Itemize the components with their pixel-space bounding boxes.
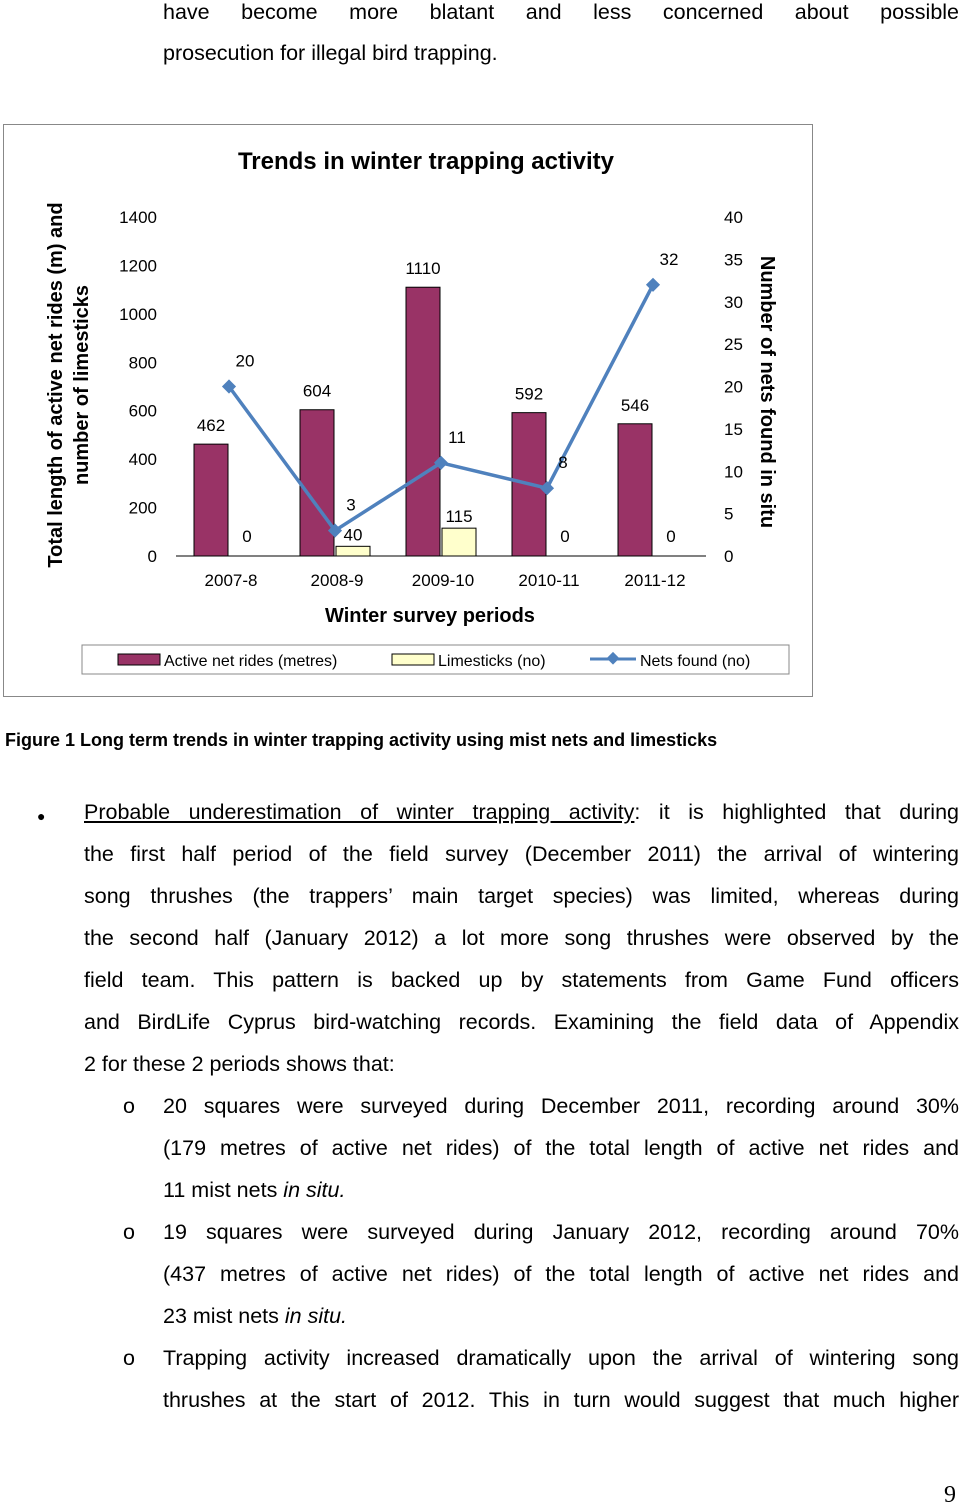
y-axis-label-right: Number of nets found in situ [756, 255, 778, 529]
right-tick-label: 15 [724, 419, 743, 439]
x-tick-label: 2010-11 [518, 571, 580, 590]
data-label-nets-found: 8 [558, 453, 568, 473]
bar-limesticks [336, 546, 370, 556]
legend-swatch-limesticks [392, 654, 434, 665]
left-tick-label: 600 [128, 401, 157, 421]
intro-line-1: have become more blatant and less concerned about possible [163, 0, 960, 24]
legend-label-nets-found: Nets found (no) [640, 653, 751, 670]
y-axis-label-left-2: number of limesticks [71, 284, 93, 486]
x-axis-label: Winter survey periods [325, 605, 535, 627]
bar-active-net-rides [300, 410, 334, 556]
trapping-chart [0, 0, 960, 700]
legend-label-active-net-rides: Active net rides (metres) [164, 653, 338, 670]
sub-bullet-2-line-2: (437 metres of active net rides) of the total length of active net rides and [163, 1262, 959, 1286]
page-number: 9 [944, 1482, 956, 1508]
sub-bullet-3-line-2: thrushes at the start of 2012. This in turn would suggest that much higher [163, 1388, 959, 1412]
underlined-heading: Probable underestimation of winter trapping activity [84, 800, 635, 824]
data-label-active-net-rides: 604 [302, 381, 332, 401]
left-tick-label: 0 [147, 547, 157, 566]
right-tick-label: 5 [724, 504, 734, 524]
right-tick-label: 20 [724, 377, 743, 397]
left-tick-label: 1400 [119, 208, 157, 227]
right-tick-label: 25 [724, 335, 743, 355]
sub-bullet-2-line-3: 23 mist nets in situ. [163, 1304, 348, 1328]
legend [82, 645, 789, 674]
plot-area [119, 208, 743, 590]
sub-bullet-1-line-2: (179 metres of active net rides) of the total length of active net rides and [163, 1136, 959, 1160]
right-tick-label: 0 [724, 547, 734, 566]
data-label-limesticks: 115 [445, 507, 473, 527]
intro-line-2: prosecution for illegal bird trapping. [163, 41, 498, 65]
data-label-active-net-rides: 1110 [405, 259, 441, 279]
bullet-main-line-1: Probable underestimation of winter trapping activity: it is highlighted that during [84, 800, 959, 824]
x-tick-label: 2011-12 [624, 571, 686, 590]
sub-bullet-marker-3: o [123, 1346, 135, 1370]
bullet-main-line-2: the first half period of the field survey (December 2011) the arrival of wintering [84, 842, 959, 866]
x-tick-label: 2009-10 [411, 571, 475, 590]
figure-caption: Figure 1 Long term trends in winter trapping activity using mist nets and limesticks [5, 730, 718, 750]
data-label-limesticks: 40 [343, 525, 363, 545]
data-label-nets-found: 32 [659, 249, 679, 269]
right-tick-label: 35 [724, 250, 743, 270]
sub-bullet-marker-2: o [123, 1220, 135, 1244]
sub-bullet-3-line-1: Trapping activity increased dramatically upon the arrival of wintering song [163, 1346, 959, 1370]
data-label-active-net-rides: 546 [620, 395, 650, 415]
data-label-limesticks: 0 [560, 527, 570, 546]
left-tick-label: 200 [128, 498, 157, 518]
data-label-active-net-rides: 462 [196, 416, 226, 436]
data-label-nets-found: 20 [235, 351, 255, 371]
bullet-marker: ● [37, 808, 46, 824]
marker-nets-found [646, 278, 660, 292]
sub-bullet-1-line-3: 11 mist nets in situ. [163, 1178, 346, 1202]
right-tick-label: 30 [724, 292, 743, 312]
bullet-main-line-4: the second half (January 2012) a lot more song thrushes were observed by the [84, 926, 959, 950]
x-tick-label: 2008-9 [310, 571, 364, 590]
legend-label-limesticks: Limesticks (no) [438, 653, 546, 670]
left-tick-label: 400 [128, 450, 157, 470]
x-tick-label: 2007-8 [204, 571, 258, 590]
sub-bullet-2-line-1: 19 squares were surveyed during January 2012, recording around 70% [163, 1220, 959, 1244]
data-label-nets-found: 11 [448, 427, 466, 447]
data-label-nets-found: 3 [346, 495, 356, 515]
chart-title: Trends in winter trapping activity [237, 148, 615, 175]
left-tick-label: 1200 [119, 256, 157, 276]
sub-bullet-1-line-1: 20 squares were surveyed during December 2011, recording around 30% [163, 1094, 959, 1118]
bullet-main-line-6: and BirdLife Cyprus bird-watching records. Examining the field data of Appendix [84, 1010, 959, 1034]
bar-active-net-rides [406, 287, 440, 556]
legend-swatch-active-net-rides [118, 654, 160, 665]
bar-active-net-rides [618, 424, 652, 556]
data-label-limesticks: 0 [242, 527, 252, 546]
left-tick-label: 800 [128, 353, 157, 373]
y-axis-label-left-1: Total length of active net rides (m) and [45, 202, 67, 568]
line-nets-found [229, 285, 653, 531]
right-tick-label: 40 [724, 208, 743, 227]
right-tick-label: 10 [724, 462, 743, 482]
left-tick-label: 1000 [119, 304, 157, 324]
data-label-limesticks: 0 [666, 527, 676, 546]
bullet-main-line-7: 2 for these 2 periods shows that: [84, 1052, 395, 1076]
sub-bullet-marker-1: o [123, 1094, 135, 1118]
bar-active-net-rides [194, 444, 228, 556]
bar-limesticks [442, 528, 476, 556]
bullet-main-line-3: song thrushes (the trappers’ main target species) was limited, whereas during [84, 884, 959, 908]
legend-marker-nets-found [607, 652, 620, 665]
data-label-active-net-rides: 592 [514, 384, 544, 404]
bullet-main-line-5: field team. This pattern is backed up by statements from Game Fund officers [84, 968, 959, 992]
